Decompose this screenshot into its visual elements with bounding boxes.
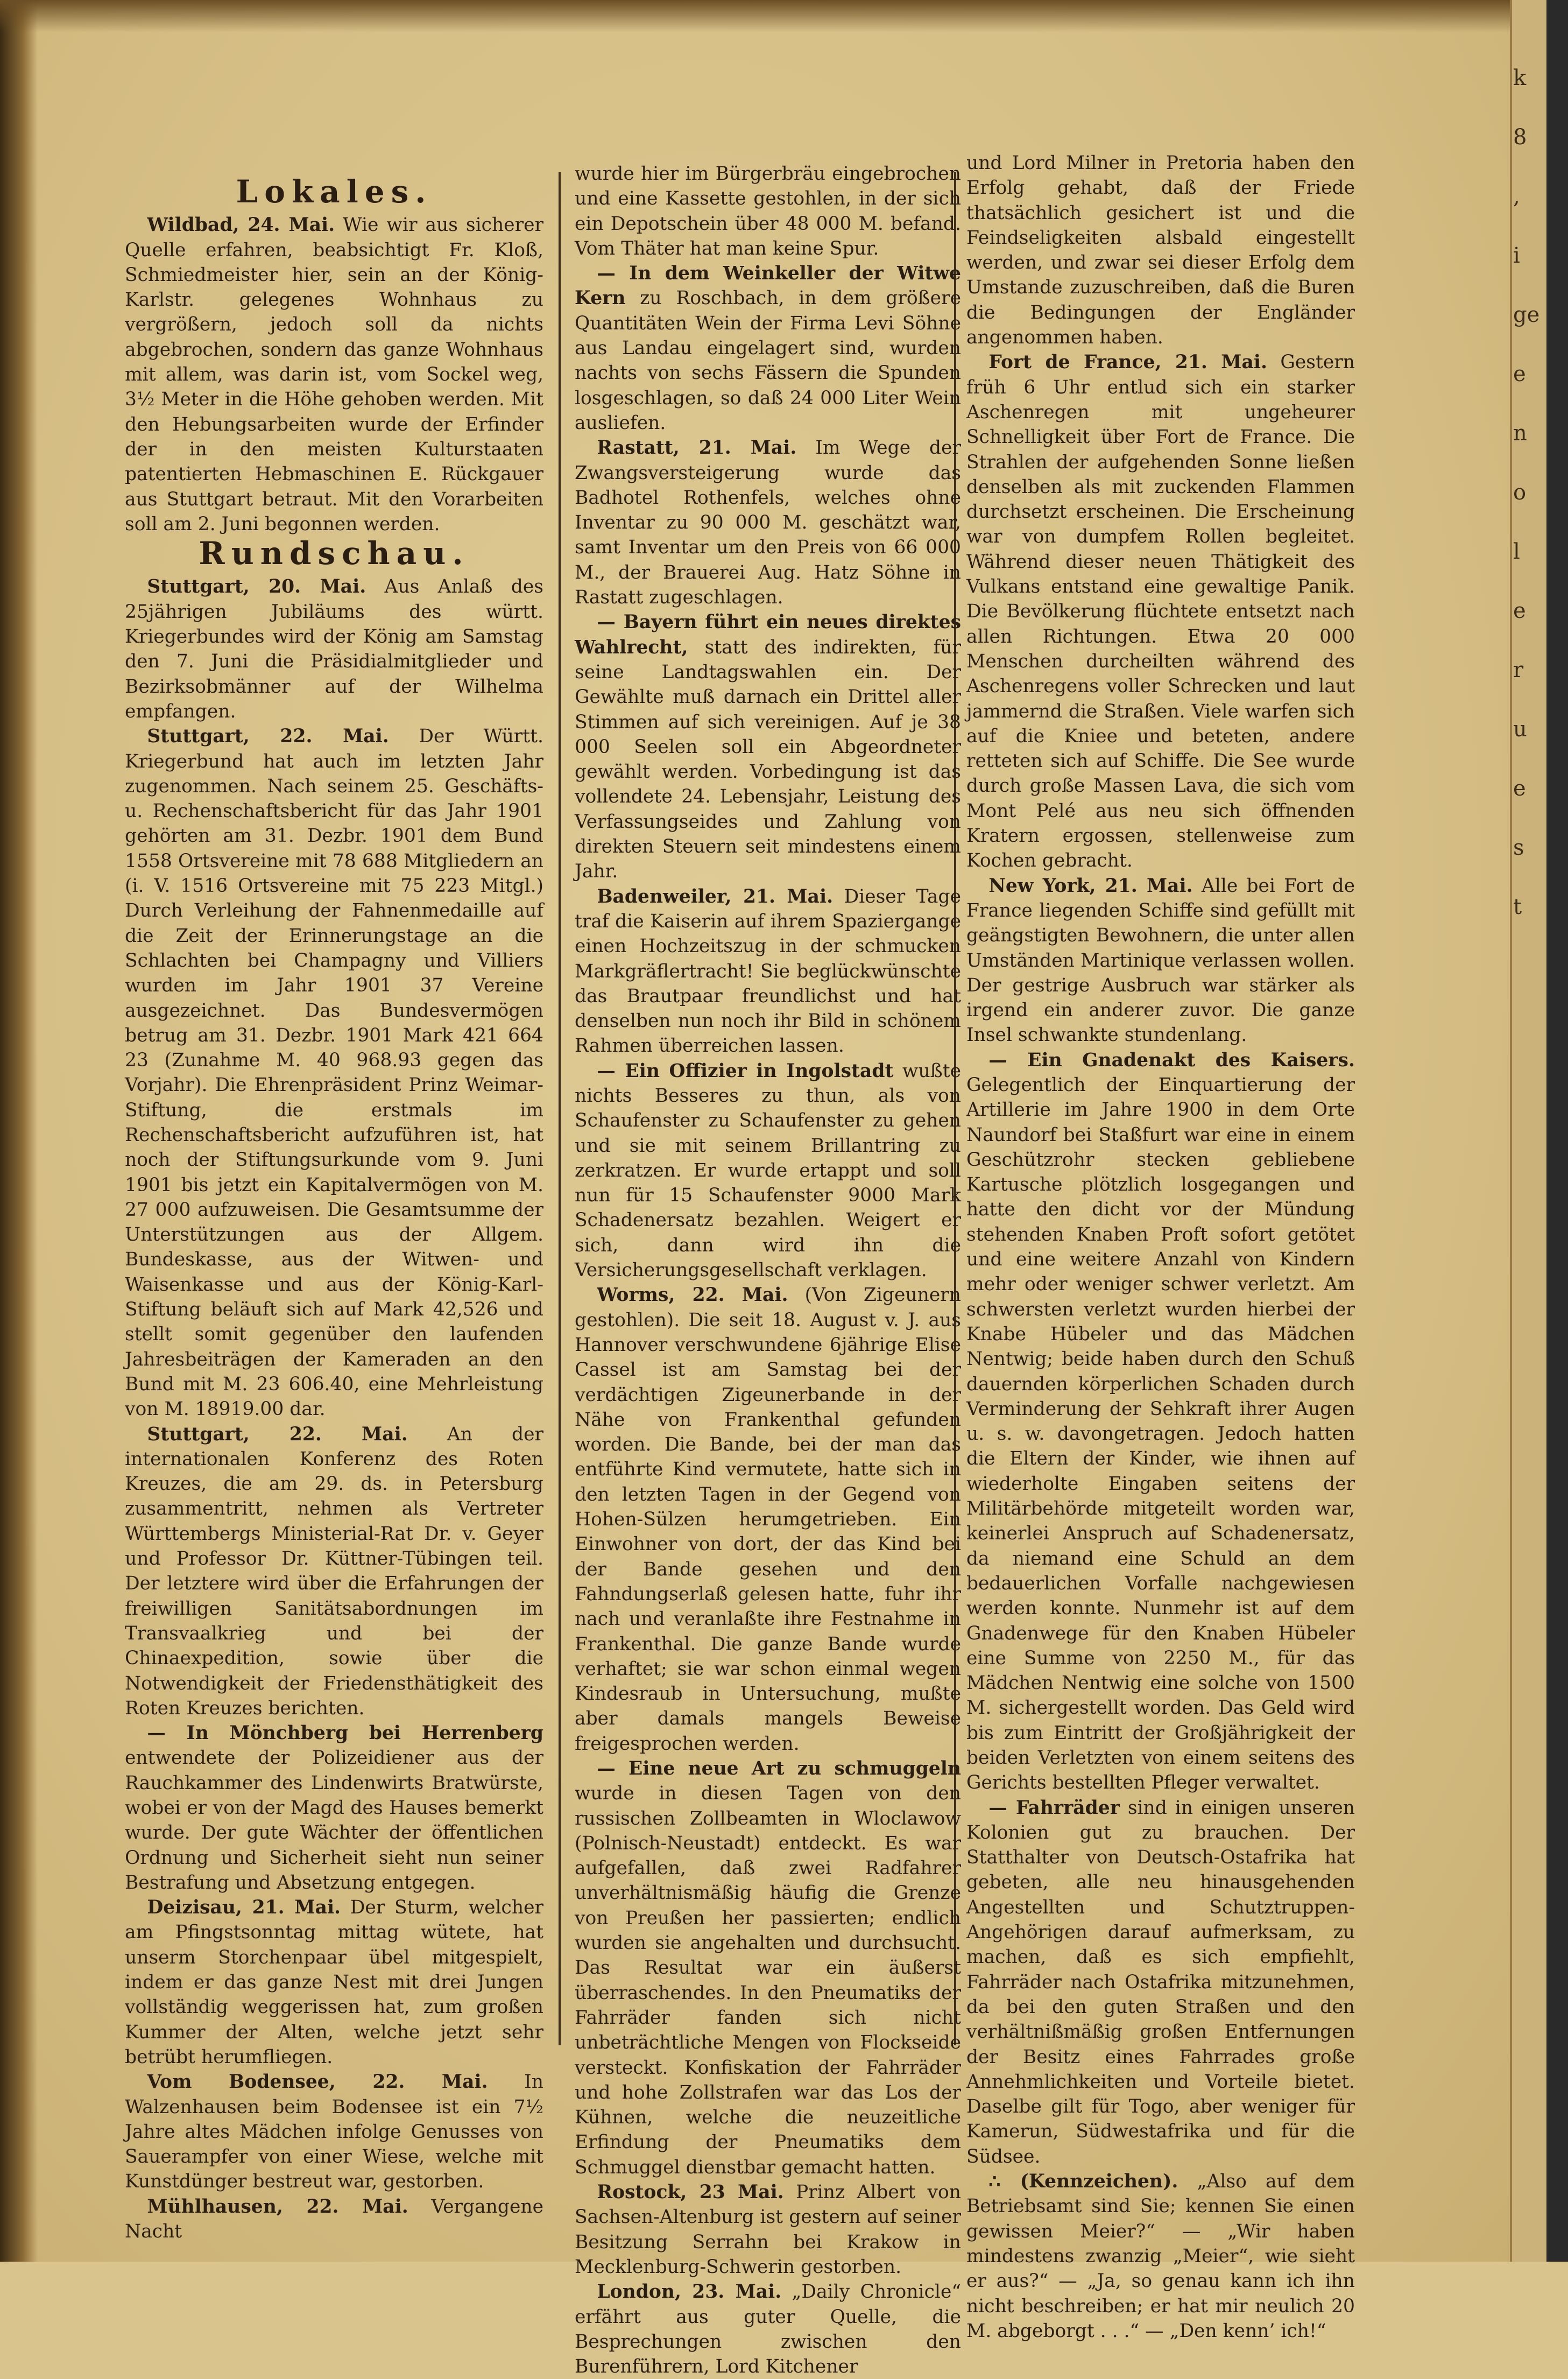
article-dateline: Rostock, 23 Mai. (597, 2181, 784, 2204)
article-dateline: Stuttgart, 22. Mai. (147, 726, 389, 748)
article-paragraph (125, 2070, 543, 2194)
strip-fragment: s (1513, 835, 1524, 860)
article-dateline: — Ein Offizier in Ingolstadt (597, 1060, 894, 1082)
article-paragraph (575, 161, 961, 261)
article-paragraph (966, 2169, 1355, 2343)
strip-fragment: e (1513, 776, 1526, 801)
article-dateline: ∴ (Kennzeichen). (988, 2171, 1178, 2193)
strip-fragment: l (1513, 539, 1520, 564)
article-text: „Also auf dem Betriebsamt sind Sie; kennen Sie einen gewissen Meier?“ — „Wir haben mindestens zwanzig „Meier“, wie sieht er aus?“ — „Ja, so genau kann ich ihn nicht beschreiben; er hat mir neulich 20 M. abgeborgt . . .“ — „Den kenn’ ich!“ (966, 2171, 1355, 2342)
article-dateline: Rastatt, 21. Mai. (597, 437, 797, 459)
article-text: sind in einigen unseren Kolonien gut zu brauchen. Der Statthalter von Deutsch-Ostafrika hat gebeten, alle neu hinausgehenden Angestellten und Schutztruppen-Angehörigen darauf aufmerksam, zu machen, daß es sich empfiehlt, Fahrräder nach Ostafrika mitzunehmen, da bei den guten Straßen und den verhältnißmäßig großen Entfernungen der Besitz eines Fahrrades große Annehmlichkeiten und Vorteile bietet. Daselbe gilt für Togo, aber weniger für Kamerun, Südwestafrika und für die Südsee. (966, 1797, 1355, 2167)
article-text: Gestern früh 6 Uhr entlud sich ein starker Aschenregen mit ungeheurer Schnelligkeit über Fort de France. Die Strahlen der aufgehenden Sonne ließen denselben als mit zuckenden Flammen durchsetzt erscheinen. Die Erscheinung war von dumpfem Rollen begleitet. Während dieser neuen Thätigkeit des Vulkans entstand eine gewaltige Panik. Die Bevölkerung flüchtete entsetzt nach allen Richtungen. Etwa 20 000 Menschen durcheilten während des Aschenregens voller Schrecken und laut jammernd die Straßen. Viele warfen sich auf die Kniee und beteten, andere retteten sich auf Schiffe. Die See wurde durch große Massen Lava, die sich vom Mont Pelé aus neu sich öffnenden Kratern ergossen, stellenweise zum Kochen gebracht. (966, 351, 1355, 872)
article-paragraph (575, 2180, 961, 2279)
article-text: entwendete der Polizeidiener aus der Rauchkammer des Lindenwirts Bratwürste, wobei er von der Magd des Hauses bemerkt wurde. Der gute Wächter der öffentlichen Ordnung und Sicherheit sieht nun seiner Bestrafung und Absetzung entgegen. (125, 1747, 543, 1894)
article-text: wurde hier im Bürgerbräu eingebrochen und eine Kassette gestohlen, in der sich ein Depotschein über 48 000 M. befand. Vom Thäter hat man keine Spur. (575, 163, 961, 259)
article-paragraph (125, 574, 543, 724)
article-dateline: New York, 21. Mai. (988, 875, 1193, 897)
article-text: Aus Anlaß des 25jährigen Jubiläums des württ. Kriegerbundes wird der König am Samstag den 7. Juni die Präsidialmitglieder und Bezirksobmänner auf der Wilhelma empfangen. (125, 576, 543, 722)
article-dateline: London, 23. Mai. (597, 2281, 782, 2303)
strip-fragment: r (1513, 658, 1524, 682)
article-text: zu Roschbach, in dem größere Quantitäten Wein der Firma Levi Söhne aus Landau eingelagert sind, wurden nachts von sechs Fässern die Spunden losgeschlagen, so daß 24 000 Liter Wein ausliefen. (575, 287, 961, 434)
strip-fragment: e (1513, 599, 1526, 623)
article-dateline: Wildbad, 24. Mai. (147, 214, 335, 236)
article-dateline: Fort de France, 21. Mai. (988, 351, 1267, 374)
article-text: wurde in diesen Tagen von den russischen Zollbeamten in Wloclawow (Polnisch-Neustadt) entdeckt. Es war aufgefallen, daß zwei Radfahrer unverhältnismäßig häufig die Grenze von Preußen her passierten; endlich wurden sie angehalten und durchsucht. Das Resultat war ein äußerst überraschendes. In den Pneumatiks der Fahrräder fanden sich nicht unbeträchtliche Mengen von Flockseide versteckt. Konfiskation der Fahrräder und hohe Zollstrafen war das Los der Kühnen, welche die neuzeitliche Erfindung der Pneumatiks dem Schmuggel dienstbar gemacht hatten. (575, 1783, 961, 2178)
strip-fragment: e (1513, 362, 1526, 386)
article-text: An der internationalen Konferenz des Roten Kreuzes, die am 29. ds. in Petersburg zusammentritt, nehmen als Vertreter Württembergs Ministerial-Rat Dr. v. Geyer und Professor Dr. Küttner-Tübingen teil. Der letztere wird über die Erfahrungen der freiwilligen Sanitätsabordnungen im Transvaalkrieg und bei der Chinaexpedition, sowie über die Notwendigkeit der Friedensthätigkeit des Roten Kreuzes berichten. (125, 1423, 543, 1719)
article-dateline: Deizisau, 21. Mai. (147, 1897, 341, 1919)
article-paragraph (575, 884, 961, 1059)
page-edge-left (0, 0, 38, 2262)
article-dateline: Stuttgart, 22. Mai. (147, 1423, 408, 1445)
strip-fragment: k (1513, 66, 1527, 90)
strip-fragment: n (1513, 421, 1527, 446)
article-paragraph (966, 151, 1355, 350)
article-text: Gelegentlich der Einquartierung der Artillerie im Jahre 1900 in dem Orte Naundorf bei Staßfurt war eine in einem Geschützrohr stecken gebliebene Kartusche plötzlich losgegangen und hatte den dicht vor der Mündung stehenden Knaben Proft sofort getötet und eine weitere Anzahl von Kindern mehr oder weniger schwer verletzt. Am schwersten verletzt wurden hierbei der Knabe Hübeler und das Mädchen Nentwig; beide haben durch den Schuß dauernden körperlichen Schaden durch Verminderung der Sehkraft ihrer Augen u. s. w. davongetragen. Jedoch hatten die Eltern der Kinder, wie ihnen auf wiederholte Eingaben seitens der Militärbehörde mitgeteilt worden war, keinerlei Anspruch auf Schadenersatz, da niemand eine Schuld an dem bedauerlichen Vorfalle nachgewiesen werden konnte. Nunmehr ist auf dem Gnadenwege für den Knaben Hübeler eine Summe von 2250 M., für das Mädchen Nentwig eine solche von 1500 M. sichergestellt worden. Das Geld wird bis zum Eintritt der Großjährigkeit der beiden Verletzten von einem seitens des Gerichts bestellten Pfleger verwaltet. (966, 1074, 1355, 1794)
article-dateline: — In dem Weinkeller der Witwe Kern (575, 263, 961, 309)
dark-border-right (1546, 0, 1568, 2262)
article-text: Dieser Tage traf die Kaiserin auf ihrem Spaziergange einen Hochzeitszug in der schmucken Markgräflertracht! Sie beglückwünschte das Brautpaar freundlichst und hat denselben nun noch ihr Bild in schönem Rahmen überreichen lassen. (575, 885, 961, 1057)
article-paragraph (575, 1283, 961, 1756)
strip-fragment: i (1513, 243, 1520, 268)
section-title: Lokales. (236, 173, 433, 210)
article-dateline: — Ein Gnadenakt des Kaisers. (988, 1049, 1355, 1071)
strip-fragment: u (1513, 717, 1527, 742)
article-paragraph (575, 435, 961, 610)
article-paragraph (125, 1422, 543, 1721)
article-paragraph (966, 350, 1355, 873)
article-dateline: — Bayern führt ein neues direktes Wahlrecht, (575, 611, 961, 658)
article-text: Im Wege der Zwangsversteigerung wurde das Badhotel Rothenfels, welches ohne Inventar zu 90 000 M. geschätzt war, samt Inventar um den Preis von 66 000 M., der Brauerei Aug. Hatz Söhne in Rastatt zugeschlagen. (575, 437, 962, 609)
article-text: Wie wir aus sicherer Quelle erfahren, beabsichtigt Fr. Kloß, Schmiedmeister hier, sein an der König-Karlstr. gelegenes Wohnhaus zu vergrößern, jedoch soll da nichts abgebrochen, sondern das ganze Wohnhaus mit allem, was darin ist, vom Sockel weg, 3½ Meter in die Höhe gehoben werden. Mit den Hebungsarbeiten wurde der Erfinder der in den meisten Kulturstaaten patentierten Hebmaschinen E. Rückgauer aus Stuttgart betraut. Mit den Vorarbeiten soll am 2. Juni begonnen werden. (125, 214, 544, 535)
page-edge-top (0, 0, 1568, 32)
adjacent-page-text (1513, 48, 1544, 919)
article-dateline: Vom Bodensee, 22. Mai. (147, 2071, 488, 2093)
strip-fragment: 8 (1513, 125, 1527, 150)
article-text: In Walzenhausen beim Bodensee ist ein 7½ Jahre altes Mädchen infolge Genusses von Sauerampfer von einer Wiese, welche mit Kunstdünger bestreut war, gestorben. (125, 2071, 544, 2193)
article-dateline: — In Mönchberg bei Herrenberg (147, 1722, 543, 1744)
article-text: (Von Zigeunern gestohlen). Die seit 18. August v. J. aus Hannover verschwundene 6jährige Elise Cassel ist am Samstag bei der verdächtigen Zigeunerbande in der Nähe von Frankenthal gefunden worden. Die Bande, bei der man das entführte Kind vermutete, hatte sich in den letzten Tagen in der Gegend von Hohen-Sülzen herumgetrieben. Ein Einwohner von dort, der das Kind bei der Bande gesehen und den Fahndungserlaß gelesen hatte, fuhr ihr nach und veranlaßte ihre Festnahme in Frankenthal. Die ganze Bande wurde verhaftet; sie war schon einmal wegen Kindesraub in Untersuchung, mußte aber damals mangels Beweise freigesprochen werden. (575, 1284, 961, 1755)
article-dateline: Worms, 22. Mai. (597, 1284, 788, 1306)
column-rule-1 (559, 172, 561, 2045)
article-text: wußte nichts Besseres zu thun, als von Schaufenster zu Schaufenster zu gehen und sie mit seinem Brillantring zu zerkratzen. Er wurde ertappt und soll nun für 15 Schaufenster 9000 Mark Schadenersatz bezahlen. Weigert er sich, dann wird ihn die Versicherungsgesellschaft verklagen. (575, 1060, 961, 1282)
article-text: Prinz Albert von Sachsen-Altenburg ist gestern auf seiner Besitzung Serrahn bei Krakow in Mecklenburg-Schwerin gestorben. (575, 2181, 961, 2278)
article-paragraph (125, 213, 543, 537)
article-dateline: — Fahrräder (988, 1797, 1120, 1819)
strip-fragment: , (1513, 184, 1520, 209)
column-2 (575, 161, 962, 2378)
article-paragraph (125, 1895, 543, 2070)
article-paragraph (966, 1796, 1355, 2169)
article-dateline: — Eine neue Art zu schmuggeln (597, 1758, 961, 1779)
article-dateline: Mühlhausen, 22. Mai. (147, 2195, 408, 2218)
article-paragraph (966, 874, 1355, 1048)
article-paragraph (575, 2279, 961, 2379)
article-text: „Daily Chronicle“ erfährt aus guter Quelle, die Besprechungen zwischen den Burenführern, Lord Kitchener (575, 2281, 961, 2378)
article-paragraph (575, 1756, 961, 2180)
article-text: Vergangene Nacht (125, 2195, 544, 2243)
strip-fragment: t (1513, 895, 1522, 919)
article-paragraph (125, 2194, 543, 2244)
section-title: Rundschau. (199, 535, 470, 572)
article-paragraph (575, 261, 961, 435)
article-paragraph (575, 1059, 961, 1283)
strip-fragment: ge (1513, 302, 1540, 327)
article-paragraph (966, 1048, 1355, 1796)
strip-fragment: o (1513, 480, 1527, 505)
article-text: statt des indirekten, für seine Landtagswahlen ein. Der Gewählte muß darnach ein Drittel aller Stimmen auf sich vereinigen. Auf je 38 000 Seelen soll ein Abgeordneter gewählt werden. Vorbedingung ist das vollendete 24. Lebensjahr, Leistung des Verfassungseides und Zahlung von direkten Steuern seit mindestens einem Jahr. (575, 636, 962, 883)
column-1 (125, 173, 544, 2243)
article-text: Alle bei Fort de France liegenden Schiffe sind gefüllt mit geängstigten Bewohnern, die unter allen Umständen Martinique verlassen wollen. Der gestrige Ausbruch war stärker als irgend ein anderer zuvor. Die ganze Insel schwankte stundenlang. (966, 875, 1355, 1046)
article-paragraph (125, 1721, 543, 1895)
article-paragraph (575, 610, 961, 884)
article-text: Der Württ. Kriegerbund hat auch im letzten Jahr zugenommen. Nach seinem 25. Geschäfts- u. Rechenschaftsbericht für das Jahr 1901 gehörten am 31. Dezbr. 1901 dem Bund 1558 Ortsvereine mit 78 688 Mitgliedern an (i. V. 1516 Ortsvereine mit 75 223 Mitgl.) Durch Verleihung der Fahnenmedaille auf die Zeit der Erinnerungstage an die Schlachten bei Champagny und Villiers wurden im Jahr 1901 37 Vereine ausgezeichnet. Das Bundesvermögen betrug am 31. Dezbr. 1901 Mark 421 664 23 (Zunahme M. 40 968.93 gegen das Vorjahr). Die Ehrenpräsident Prinz Weimar-Stiftung, die erstmals im Rechenschaftsbericht aufzuführen ist, hat noch der Stiftungsurkunde vom 9. Juni 1901 bis jetzt ein Kapitalvermögen von M. 27 000 aufzuweisen. Die Gesamtsumme der Unterstützungen aus der Allgem. Bundeskasse, aus der Witwen- und Waisenkasse und aus der König-Karl-Stiftung beläuft sich auf Mark 42,526 und stellt somit gegenüber den laufenden Jahresbeiträgen der Kameraden an den Bund mit M. 23 606.40, eine Mehrleistung von M. 18919.00 dar. (125, 726, 543, 1420)
article-text: und Lord Milner in Pretoria haben den Erfolg gehabt, daß der Friede thatsächlich gesichert ist und die Feindseligkeiten alsbald eingestellt werden, und zwar sei dieser Erfolg dem Umstande zuzuschreiben, daß die Buren die Bedingungen der Engländer angenommen haben. (966, 152, 1355, 349)
article-dateline: Badenweiler, 21. Mai. (597, 885, 834, 907)
article-text: Der Sturm, welcher am Pfingstsonntag mittag wütete, hat unserm Storchenpaar übel mitgespielt, indem er das ganze Nest mit drei Jungen vollständig weggerissen hat, zum großen Kummer der Alten, welche jetzt sehr betrübt herumfliegen. (125, 1897, 544, 2068)
column-3 (966, 151, 1355, 2342)
article-dateline: Stuttgart, 20. Mai. (147, 576, 366, 598)
article-paragraph (125, 724, 543, 1421)
